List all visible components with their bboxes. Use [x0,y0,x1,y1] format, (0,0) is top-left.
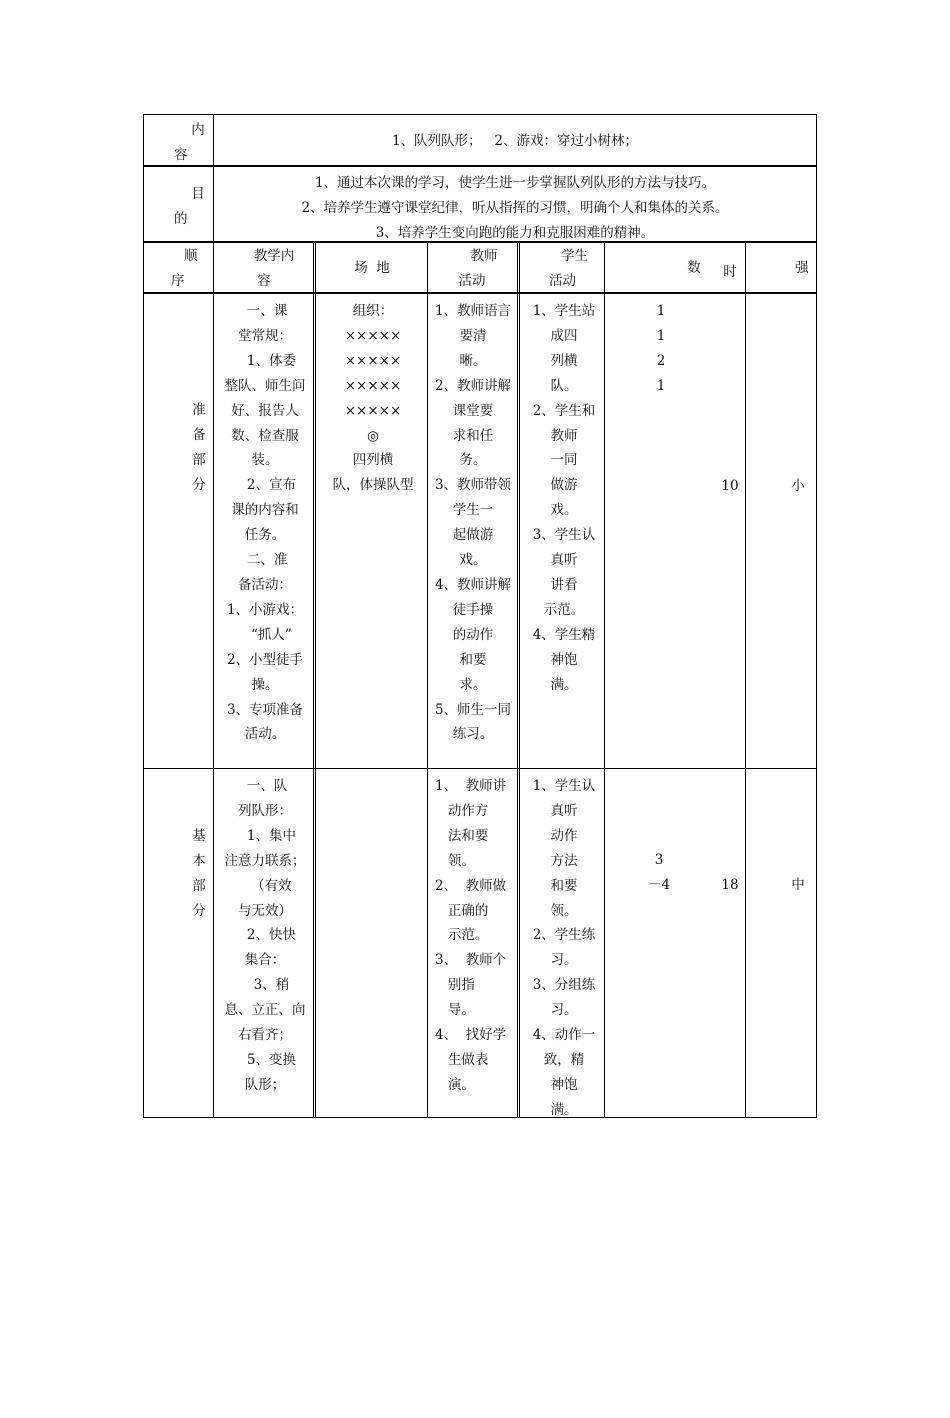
basic-teaching-content: 一、队 列队形： 1、集中 注意力联系； （有效 与无效） 2、快快 集合： 3、稍 息、立正、向 右看齐； 5、变换 队形； [224,778,306,1093]
purpose-text [214,171,816,246]
content-label [174,118,212,168]
prep-intensity: 小 [791,478,805,494]
section-basic [143,768,817,1118]
basic-count: 3 －4 [647,852,671,893]
header-time-text: 时 [723,264,737,280]
purpose-label-2: 的 [174,210,188,227]
prep-venue: 组织： ××××× ××××× ××××× ××××× ◎ 四列横 队，体操队型 [332,303,414,494]
purpose-label-1: 目 [191,186,205,202]
basic-time: 18 [721,877,739,893]
basic-name: 基 本 部 分 [192,828,206,919]
lesson-plan-table [143,114,817,1418]
basic-intensity: 中 [791,877,805,893]
header-order: 顺 序 [171,248,198,289]
header-student-activity: 学生 活动 [549,248,588,289]
basic-student-activity: 1、学生认 真听 动作 方法 和要 领。 2、学生练 习。 3、分组练 习。 4、动作一 致，精 神饱 满。 [532,778,596,1118]
prep-time: 10 [721,478,739,494]
header-venue: 场 地 [354,260,390,277]
section-preparation [143,293,817,769]
basic-teacher-activity: 1、 教师讲 动作方 法和要 领。 2、 教师做 正确的 示范。 3、 教师个 别指 导。 4、 找好学 生做表 演。 [435,778,507,1093]
purpose-line-2: 2、培养学生遵守课堂纪律，听从指挥的习惯，明确个人和集体的关系。 [301,199,729,216]
content-row [143,114,817,166]
header-intensity: 强 [795,260,809,277]
purpose-row [143,166,817,242]
header-count: 数 [687,260,701,277]
prep-student-activity: 1、学生站 成四 列横 队。 2、学生和 教师 一同 做游 戏。 3、学生认 真听 讲看 示范。 4、学生精 神饱 满。 [532,303,596,693]
purpose-label [174,182,212,232]
content-label-2: 容 [174,146,188,163]
prep-teaching-content: 一、课 堂常规： 1、体委 整队、师生问 好、报告人 数、检查服 装。 2、宣布 课的内容和 任务。 二、准 备活动： 1、小游戏： “抓人” 2、小型徒手 操。 3、专项准备 活动。 [224,303,306,743]
content-label-1: 内 [191,122,205,138]
header-teacher-activity: 教师 活动 [458,248,498,289]
content-text: 1、队列队形； 2、游戏：穿过小树林； [391,132,639,149]
prep-name: 准 备 部 分 [192,402,206,493]
purpose-line-3: 3、培养学生变向跑的能力和克服困难的精神。 [375,224,655,241]
header-row [143,242,817,293]
prep-teacher-activity: 1、教师语言 要清 晰。 2、教师讲解 课堂要 求和任 务。 3、教师带领 学生一 起做游 戏。 4、教师讲解 徒手操 的动作 和要 求。 5、师生一同 练习。 [434,303,512,743]
header-teaching-content: 教学内 容 [253,248,295,289]
purpose-line-1: 1、通过本次课的学习，使学生进一步掌握队列队形的方法与技巧。 [314,175,716,191]
prep-count: 1 1 2 1 [656,303,666,394]
